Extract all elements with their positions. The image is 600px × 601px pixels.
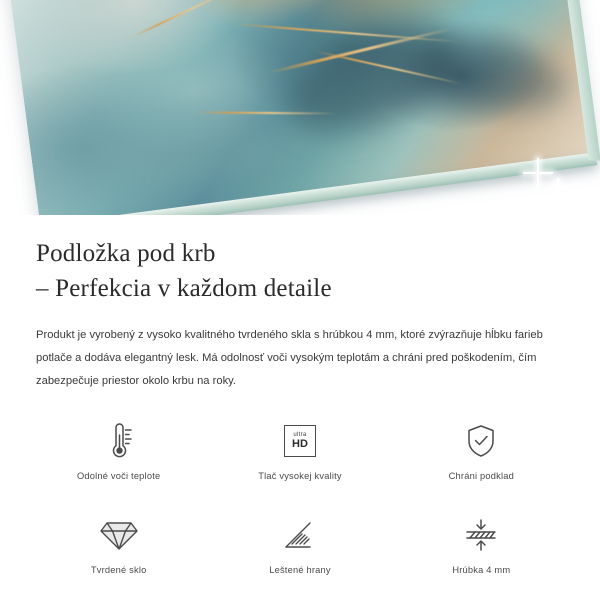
feature-label: Chráni podklad bbox=[448, 470, 514, 481]
gold-vein bbox=[131, 0, 240, 37]
shield-check-icon bbox=[464, 419, 498, 463]
page-title bbox=[36, 237, 564, 306]
feature-label: Tvrdené sklo bbox=[90, 564, 147, 575]
diamond-icon bbox=[99, 513, 139, 557]
feature-item-print-quality bbox=[209, 419, 390, 507]
feature-label: Tlač vysokej kvality bbox=[258, 470, 342, 481]
feature-item-tempered-glass bbox=[28, 513, 209, 601]
feature-label: Leštené hrany bbox=[269, 564, 331, 575]
content-block bbox=[0, 215, 600, 393]
hero-image-inner bbox=[0, 0, 600, 215]
ultra-hd-badge-bottom: HD bbox=[292, 437, 308, 450]
hero-image bbox=[0, 0, 600, 215]
feature-item-temperature bbox=[28, 419, 209, 507]
feature-label: Odolné voči teplote bbox=[76, 470, 161, 481]
feature-item-polished-edges bbox=[209, 513, 390, 601]
feature-item-thickness bbox=[391, 513, 572, 601]
feature-item-surface-protection bbox=[391, 419, 572, 507]
feature-label: Hrúbka 4 mm bbox=[452, 564, 511, 575]
marble-glass-panel-image bbox=[7, 0, 597, 215]
page-title-line2: – Perfekcia v každom detaile bbox=[36, 274, 332, 302]
description-paragraph: Produkt je vyrobený z vysoko kvalitného tvrdeného skla s hrúbkou 4 mm, ktoré zvýrazňuje hĺbku farieb potlače a dodáva elegantný lesk. Má odolnosť voči vysokým teplotám a chráni pred poškodením, čím zabezpečuje priestor okolo krbu na roky. bbox=[36, 329, 543, 387]
page-title-line1: Podložka pod krb bbox=[36, 240, 216, 267]
polished-edges-icon bbox=[280, 513, 320, 557]
thermometer-icon bbox=[102, 419, 136, 463]
ultra-hd-icon bbox=[284, 419, 316, 463]
ultra-hd-badge-top: ultra bbox=[293, 431, 307, 438]
thickness-arrows-icon bbox=[461, 513, 501, 557]
feature-grid bbox=[0, 393, 600, 601]
